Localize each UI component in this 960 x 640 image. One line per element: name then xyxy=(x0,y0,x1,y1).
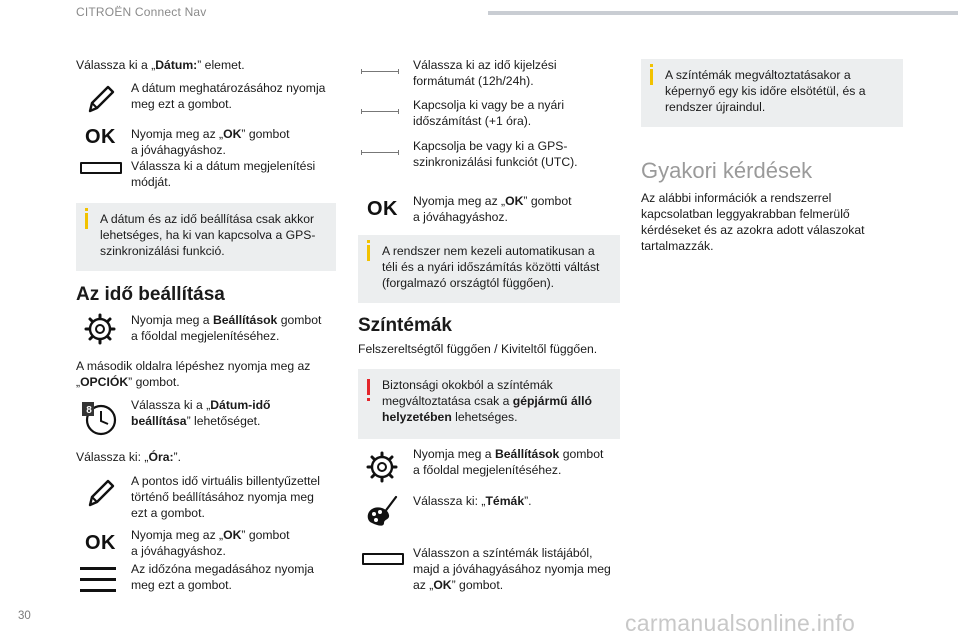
info-note-text: A színtémák megváltoztatásakor a képernyő egy kis időre elsötétül, és a rendszer újraindul. xyxy=(665,68,866,115)
section-heading-faq: Gyakori kérdések xyxy=(641,158,813,183)
step-time-format: Válassza ki az idő kijelzési formátumát (12h/24h). xyxy=(413,58,557,89)
step-time-zone: Az időzóna megadásához nyomja meg ezt a gombot. xyxy=(131,562,314,593)
display-mode-button-icon xyxy=(80,162,122,174)
para-themes: Felszereltségtől függően / Kiviteltől függően. xyxy=(358,342,598,356)
step-settings-time: Nyomja meg a Beállítások gombot a főoldal megjelenítéséhez. xyxy=(131,313,322,344)
step-summer-time: Kapcsolja ki vagy be a nyári időszámítást (+1 óra). xyxy=(413,98,565,129)
info-note-text: A rendszer nem kezeli automatikusan a téli és a nyári időszámítás közötti váltást (forgalmazó országtól függően). xyxy=(382,244,600,291)
gps-sync-toggle-icon xyxy=(361,152,399,153)
step-ok-confirm: Nyomja meg az „OK” gombot a jóváhagyáshoz. xyxy=(413,194,572,225)
step-select-themes: Válassza ki: „Témák”. xyxy=(413,494,532,508)
info-icon xyxy=(85,213,88,229)
step-pencil-time: A pontos idő virtuális billentyűzettel történő beállításához nyomja meg ezt a gombot. xyxy=(131,474,321,521)
header-rule xyxy=(488,11,958,15)
info-icon xyxy=(367,245,370,261)
step-ok-date: Nyomja meg az „OK” gombot a jóváhagyáshoz. Válassza ki a dátum megjelenítési módját. xyxy=(131,127,316,190)
ok-icon: OK xyxy=(85,532,116,554)
summer-time-toggle-icon xyxy=(361,111,399,112)
info-note-text: A dátum és az idő beállítása csak akkor lehetséges, ha ki van kapcsolva a GPS-szinkronizálási funkció. xyxy=(100,212,316,259)
info-icon xyxy=(650,69,653,85)
step-gps-sync: Kapcsolja be vagy ki a GPS-szinkronizálási funkciót (UTC). xyxy=(413,139,578,170)
time-format-toggle-icon xyxy=(361,71,399,72)
warning-note-themes xyxy=(358,369,620,439)
pencil-icon xyxy=(84,476,116,510)
settings-gear-icon xyxy=(84,313,116,345)
info-note-theme-change xyxy=(641,59,903,127)
para-options: A második oldalra lépéshez nyomja meg az „OPCIÓK” gombot. xyxy=(76,359,311,390)
warning-note-text: Biztonsági okokból a színtémák megváltoztatása csak a gépjármű álló helyzetében lehetséges. xyxy=(382,378,592,425)
step-date-time-setting: Válassza ki a „Dátum-idő beállítása” lehetőséget. xyxy=(131,398,271,429)
para-time: Válassza ki: „Óra:”. xyxy=(76,450,181,464)
page-number: 30 xyxy=(18,610,31,622)
theme-list-button-icon xyxy=(362,553,404,565)
ok-icon: OK xyxy=(367,198,398,220)
section-heading-themes: Színtémák xyxy=(358,315,452,336)
para-faq: Az alábbi információk a rendszerrel kapcsolatban leggyakrabban felmerülő kérdéseket és az azokra adott válaszokat tartalmazzák. xyxy=(641,191,865,254)
palette-brush-icon xyxy=(362,493,400,533)
step-ok-time: Nyomja meg az „OK” gombot a jóváhagyáshoz. xyxy=(131,528,290,559)
info-note-date xyxy=(76,203,336,271)
list-menu-icon xyxy=(80,564,118,596)
step-pencil-date: A dátum meghatározásához nyomja meg ezt a gombot. xyxy=(131,81,326,112)
intro-paragraph: Válassza ki a „Dátum:” elemet. xyxy=(76,58,245,72)
info-note-dst xyxy=(358,235,620,303)
clock-badge: 8 xyxy=(86,405,92,416)
running-header: CITROËN Connect Nav xyxy=(76,5,207,19)
warning-icon xyxy=(367,379,370,395)
watermark: carmanualsonline.info xyxy=(625,610,856,636)
step-theme-list: Válasszon a színtémák listájából, majd a jóváhagyásához nyomja meg az „OK” gombot. xyxy=(413,546,611,593)
pencil-icon xyxy=(84,82,116,116)
section-heading-time: Az idő beállítása xyxy=(76,284,225,305)
step-settings-themes: Nyomja meg a Beállítások gombot a főoldal megjelenítéséhez. xyxy=(413,447,604,478)
settings-gear-icon xyxy=(366,451,398,483)
ok-icon: OK xyxy=(85,126,116,148)
